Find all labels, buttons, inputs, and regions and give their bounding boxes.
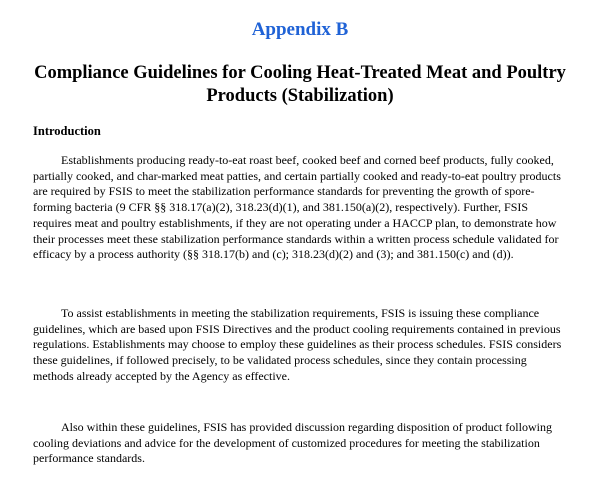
paragraph-3: Also within these guidelines, FSIS has provided discussion regarding disposition of product following cooling deviations and advice for the development of customized procedures for meeting the stabilization performance standards. <box>33 420 552 466</box>
paragraph-2: To assist establishments in meeting the stabilization requirements, FSIS is issuing these compliance guidelines, which are based upon FSIS Directives and the product cooling requirements contained in previous regulations. Establishments may choose to employ these guidelines as their process schedules. FSIS considers these guidelines, if followed precisely, to be validated process schedules, since they contain processing methods already accepted by the Agency as effective. <box>33 306 562 383</box>
document-title: Compliance Guidelines for Cooling Heat-Treated Meat and Poultry Products (Stabilization) <box>34 63 566 106</box>
appendix-label: Appendix B <box>251 19 349 40</box>
paragraph-1: Establishments producing ready-to-eat roast beef, cooked beef and corned beef products, fully cooked, partially cooked, and char-marked meat patties, and certain partially cooked and ready-to-eat poultry products are required by FSIS to meet the stabilization performance standards for preventing the growth of spore-forming bacteria (9 CFR §§ 318.17(a)(2), 318.23(d)(1), and 381.150(a)(2), respectively). Further, FSIS requires meat and poultry establishments, if they are not operating under a HACCP plan, to demonstrate how their processes meet these stabilization performance standards within a written process schedule validated for efficacy by a process authority (§§ 318.17(b) and (c); 318.23(d)(2) and (3); and 381.150(c) and (d)). <box>33 153 561 262</box>
section-heading-introduction: Introduction <box>33 124 101 138</box>
